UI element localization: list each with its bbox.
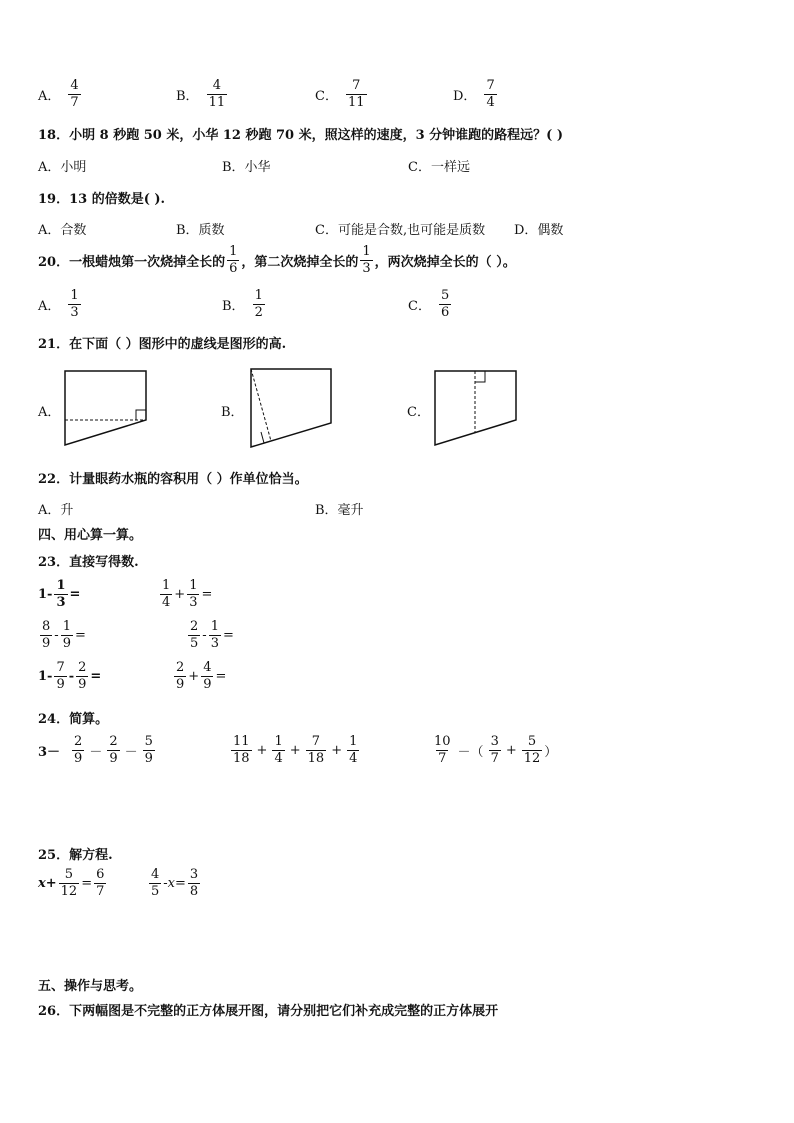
q17-option-a[interactable]: A． $\frac{4}{7}$: [38, 78, 79, 110]
q17-option-c[interactable]: C． $\frac{7}{11}$: [315, 78, 365, 110]
q17-options: [38, 78, 499, 111]
q22-stem: 22．计量眼药水瓶的容积用（ ）作单位恰当。: [38, 472, 308, 487]
fraction: $\frac{1}{3}$: [362, 244, 371, 276]
q23-expr-2: $\frac{1}{4}$ + $\frac{1}{3}$ =: [162, 578, 213, 610]
q18-option-a[interactable]: A．小明: [38, 160, 87, 175]
q25-equation-2: $\frac{4}{5}$ -x= $\frac{3}{8}$: [151, 867, 199, 899]
fraction: $\frac{2}{5}$: [190, 619, 199, 651]
fraction: $\frac{1}{6}$: [229, 244, 238, 276]
fraction: $\frac{11}{18}$: [233, 734, 250, 766]
fraction: $\frac{5}{12}$: [60, 867, 78, 899]
fraction: $\frac{3}{7}$: [490, 734, 499, 766]
trapezoid-shape: [65, 371, 146, 445]
fraction: $\frac{1}{4}$: [349, 734, 358, 766]
q21-figure-b: [247, 367, 337, 451]
q23-expr-4: $\frac{2}{5}$ - $\frac{1}{3}$ =: [190, 619, 234, 651]
q18-option-b[interactable]: B．小华: [222, 160, 271, 175]
q20-option-a[interactable]: A． $\frac{1}{3}$: [38, 288, 79, 320]
q24-expr-1: 3－ $\frac{2}{9}$ － $\frac{2}{9}$ － $\frac{5}{9}$: [38, 734, 153, 766]
q26-stem: 26．下两幅图是不完整的正方体展开图，请分别把它们补充成完整的正方体展开: [38, 1004, 499, 1019]
fraction: $\frac{4}{9}$: [203, 660, 212, 692]
fraction: $\frac{2}{9}$: [109, 734, 118, 766]
q24-expr-3: $\frac{10}{7}$ －（ $\frac{3}{7}$ + $\frac{5}{12}$ ）: [434, 734, 558, 766]
q25-equation-1: x+ $\frac{5}{12}$ = $\frac{6}{7}$: [38, 867, 105, 899]
q20-option-b[interactable]: B． $\frac{1}{2}$: [222, 288, 263, 320]
fraction: $\frac{5}{9}$: [144, 734, 153, 766]
fraction: $\frac{5}{12}$: [523, 734, 541, 766]
q19-option-b[interactable]: B．质数: [176, 223, 225, 238]
fraction: $\frac{3}{8}$: [189, 867, 199, 899]
q21-label-b[interactable]: B．: [221, 405, 244, 420]
q20-option-c[interactable]: C． $\frac{5}{6}$: [408, 288, 450, 320]
fraction: $\frac{1}{3}$: [189, 578, 198, 610]
fraction: $\frac{2}{9}$: [78, 660, 87, 692]
q19-option-a[interactable]: A．合数: [38, 223, 87, 238]
height-dashed-line: [251, 369, 271, 441]
fraction: $\frac{1}{3}$: [56, 578, 66, 610]
q24-stem: 24．简算。: [38, 712, 109, 727]
trapezoid-shape: [251, 369, 331, 447]
right-angle-mark: [136, 410, 146, 420]
q19-options: [38, 219, 563, 238]
right-angle-mark: [475, 371, 485, 382]
fraction: $\frac{4}{7}$: [70, 78, 79, 110]
q20-options: [38, 288, 453, 321]
q20-stem: 20．一根蜡烛第一次烧掉全长的 $\frac{1}{6}$ ，第二次烧掉全长的 $\frac{1}{3}$ ，两次烧掉全长的（ ）。: [38, 244, 516, 276]
q22-option-b[interactable]: B．毫升: [315, 503, 364, 518]
q21-label-c[interactable]: C．: [407, 405, 430, 420]
q17-option-b[interactable]: B． $\frac{4}{11}$: [176, 78, 226, 110]
q17-option-d[interactable]: D． $\frac{7}{4}$: [453, 78, 495, 110]
fraction: $\frac{7}{4}$: [486, 78, 495, 110]
q18-stem: 18．小明 8 秒跑 50 米，小华 12 秒跑 70 米，照这样的速度，3 分钟谁跑的路程远？( ): [38, 128, 564, 143]
q19-option-d[interactable]: D．偶数: [514, 223, 564, 238]
fraction: $\frac{7}{9}$: [56, 660, 65, 692]
q25-stem: 25．解方程.: [38, 848, 113, 863]
fraction: $\frac{7}{11}$: [347, 78, 365, 110]
q22-options: [38, 499, 364, 518]
q23-expr-1: 1- $\frac{1}{3}$ =: [38, 578, 81, 610]
q23-stem: 23．直接写得数.: [38, 555, 139, 570]
fraction: $\frac{1}{2}$: [254, 288, 263, 320]
fraction: $\frac{5}{6}$: [440, 288, 450, 320]
q19-option-c[interactable]: C．可能是合数,也可能是质数: [315, 223, 486, 238]
q18-option-c[interactable]: C．一样远: [408, 160, 470, 175]
fraction: $\frac{1}{4}$: [274, 734, 283, 766]
q22-option-a[interactable]: A．升: [38, 503, 74, 518]
section-heading-4: 四、用心算一算。: [38, 528, 143, 543]
fraction: $\frac{4}{5}$: [151, 867, 160, 899]
fraction: $\frac{1}{3}$: [210, 619, 219, 651]
q21-stem: 21．在下面（ ）图形中的虚线是图形的高.: [38, 337, 287, 352]
fraction: $\frac{1}{3}$: [70, 288, 79, 320]
fraction: $\frac{1}{4}$: [162, 578, 171, 610]
q19-stem: 19．13 的倍数是( ).: [38, 192, 166, 207]
q21-figure-c: [432, 369, 522, 449]
fraction: $\frac{1}{9}$: [62, 619, 71, 651]
q23-expr-5: 1- $\frac{7}{9}$ - $\frac{2}{9}$ =: [38, 660, 102, 692]
q23-expr-3: $\frac{8}{9}$ - $\frac{1}{9}$ =: [42, 619, 86, 651]
fraction: $\frac{4}{11}$: [208, 78, 226, 110]
q23-expr-6: $\frac{2}{9}$ + $\frac{4}{9}$ =: [176, 660, 227, 692]
q21-figure-a: [62, 369, 152, 449]
fraction: $\frac{6}{7}$: [96, 867, 105, 899]
fraction: $\frac{2}{9}$: [74, 734, 83, 766]
q24-expr-2: $\frac{11}{18}$ + $\frac{1}{4}$ + $\frac{7}{18}$ + $\frac{1}{4}$: [233, 734, 358, 766]
fraction: $\frac{8}{9}$: [42, 619, 51, 651]
q21-label-a[interactable]: A．: [38, 405, 61, 420]
fraction: $\frac{2}{9}$: [176, 660, 185, 692]
section-heading-5: 五、操作与思考。: [38, 979, 143, 994]
q18-options: [38, 156, 470, 175]
fraction: $\frac{7}{18}$: [307, 734, 325, 766]
fraction: $\frac{10}{7}$: [434, 734, 451, 766]
